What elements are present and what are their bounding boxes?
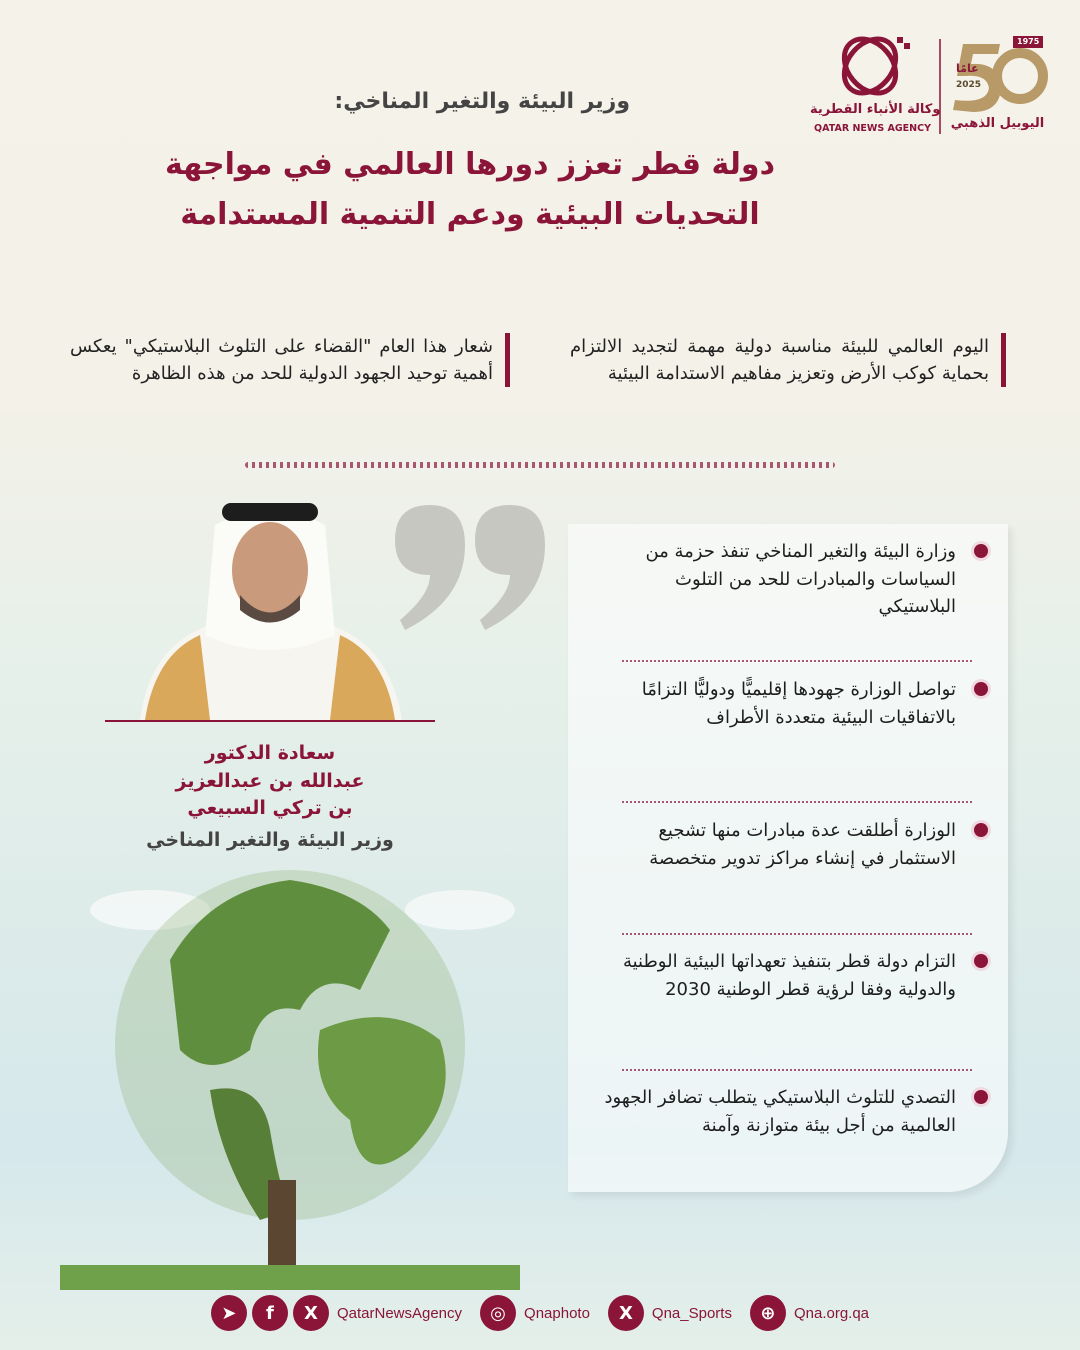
social-bar [200, 1293, 880, 1333]
key-point [600, 676, 990, 731]
divider [245, 462, 835, 468]
title-line-2: التحديات البيئية ودعم التنمية المستدامة [180, 197, 760, 232]
agency-name-ar: وكالة الأنباء القطرية [810, 102, 941, 117]
person-name-line-2: بن تركي السبيعي [187, 797, 353, 819]
social-qatarnewsagency[interactable] [211, 1295, 462, 1331]
social-handle[interactable]: QatarNewsAgency [336, 1304, 463, 1322]
separator [622, 1069, 972, 1071]
instagram-icon[interactable]: ◎ [480, 1295, 516, 1331]
facebook-icon[interactable]: f [252, 1295, 288, 1331]
bullet-icon [974, 1090, 988, 1104]
highlight-quote-2: شعار هذا العام "القضاء على التلوث البلاستيكي" يعكس أهمية توحيد الجهود الدولية للحد من هذه الظاهرة [70, 333, 510, 387]
x-icon[interactable]: X [293, 1295, 329, 1331]
key-point [600, 1084, 990, 1139]
social-handle[interactable]: Qna_Sports [651, 1304, 732, 1322]
telegram-icon[interactable]: ➤ [211, 1295, 247, 1331]
agency-name-en: QATAR NEWS AGENCY [814, 123, 931, 134]
key-point-text: الوزارة أطلقت عدة مبادرات منها تشجيع الاستثمار في إنشاء مراكز تدوير متخصصة [649, 820, 956, 869]
key-point-text: تواصل الوزارة جهودها إقليميًّا ودوليًّا التزامًا بالاتفاقيات البيئية متعددة الأطراف [641, 679, 956, 728]
key-point-text: التزام دولة قطر بتنفيذ تعهداتها البيئية الوطنية والدولية وفقا لرؤية قطر الوطنية 2030 [622, 951, 956, 1000]
year-start: 1975 [1013, 36, 1043, 48]
social-handle[interactable]: Qna.org.qa [793, 1304, 870, 1322]
x-icon[interactable]: X [608, 1295, 644, 1331]
person-title: سعادة الدكتور [204, 742, 336, 764]
subtitle: وزير البيئة والتغير المناخي: [334, 89, 630, 114]
portrait-underline [105, 720, 435, 722]
key-point [600, 948, 990, 1003]
bullet-icon [974, 954, 988, 968]
social-qna-sports[interactable] [608, 1295, 732, 1331]
bullet-icon [974, 544, 988, 558]
year-end: 2025 [956, 80, 982, 90]
years-label: عامًا [956, 62, 979, 75]
key-point-text: وزارة البيئة والتغير المناخي تنفذ حزمة من السياسات والمبادرات للحد من التلوث البلاستيكي [645, 541, 956, 617]
globe-tree-illustration [60, 860, 520, 1290]
social-handle[interactable]: Qnaphoto [524, 1304, 590, 1322]
separator [622, 801, 972, 803]
key-point [600, 538, 990, 621]
person-name [120, 740, 420, 823]
highlight-quote-1: اليوم العالمي للبيئة مناسبة دولية مهمة لتجديد الالتزام بحماية كوكب الأرض وتعزيز مفاهيم الاستدامة البيئية [570, 333, 1006, 387]
bullet-icon [974, 682, 988, 696]
social-qnaphoto[interactable] [480, 1295, 590, 1331]
person-name-line-1: عبدالله بن عبدالعزيز [175, 769, 365, 792]
bullet-icon [974, 823, 988, 837]
minister-portrait [130, 495, 410, 720]
globe-icon[interactable]: ⊕ [750, 1295, 786, 1331]
page-title [110, 140, 830, 240]
social-website[interactable] [750, 1295, 869, 1331]
separator [622, 660, 972, 662]
person-role: وزير البيئة والتغير المناخي [146, 829, 394, 851]
jubilee-label: اليوبيل الذهبي [950, 116, 1045, 131]
key-point [600, 817, 990, 872]
quote-mark-icon [385, 500, 555, 650]
title-line-1: دولة قطر تعزز دورها العالمي في مواجهة [165, 147, 775, 182]
key-point-text: التصدي للتلوث البلاستيكي يتطلب تضافر الجهود العالمية من أجل بيئة متوازنة وآمنة [604, 1087, 956, 1136]
separator [622, 933, 972, 935]
